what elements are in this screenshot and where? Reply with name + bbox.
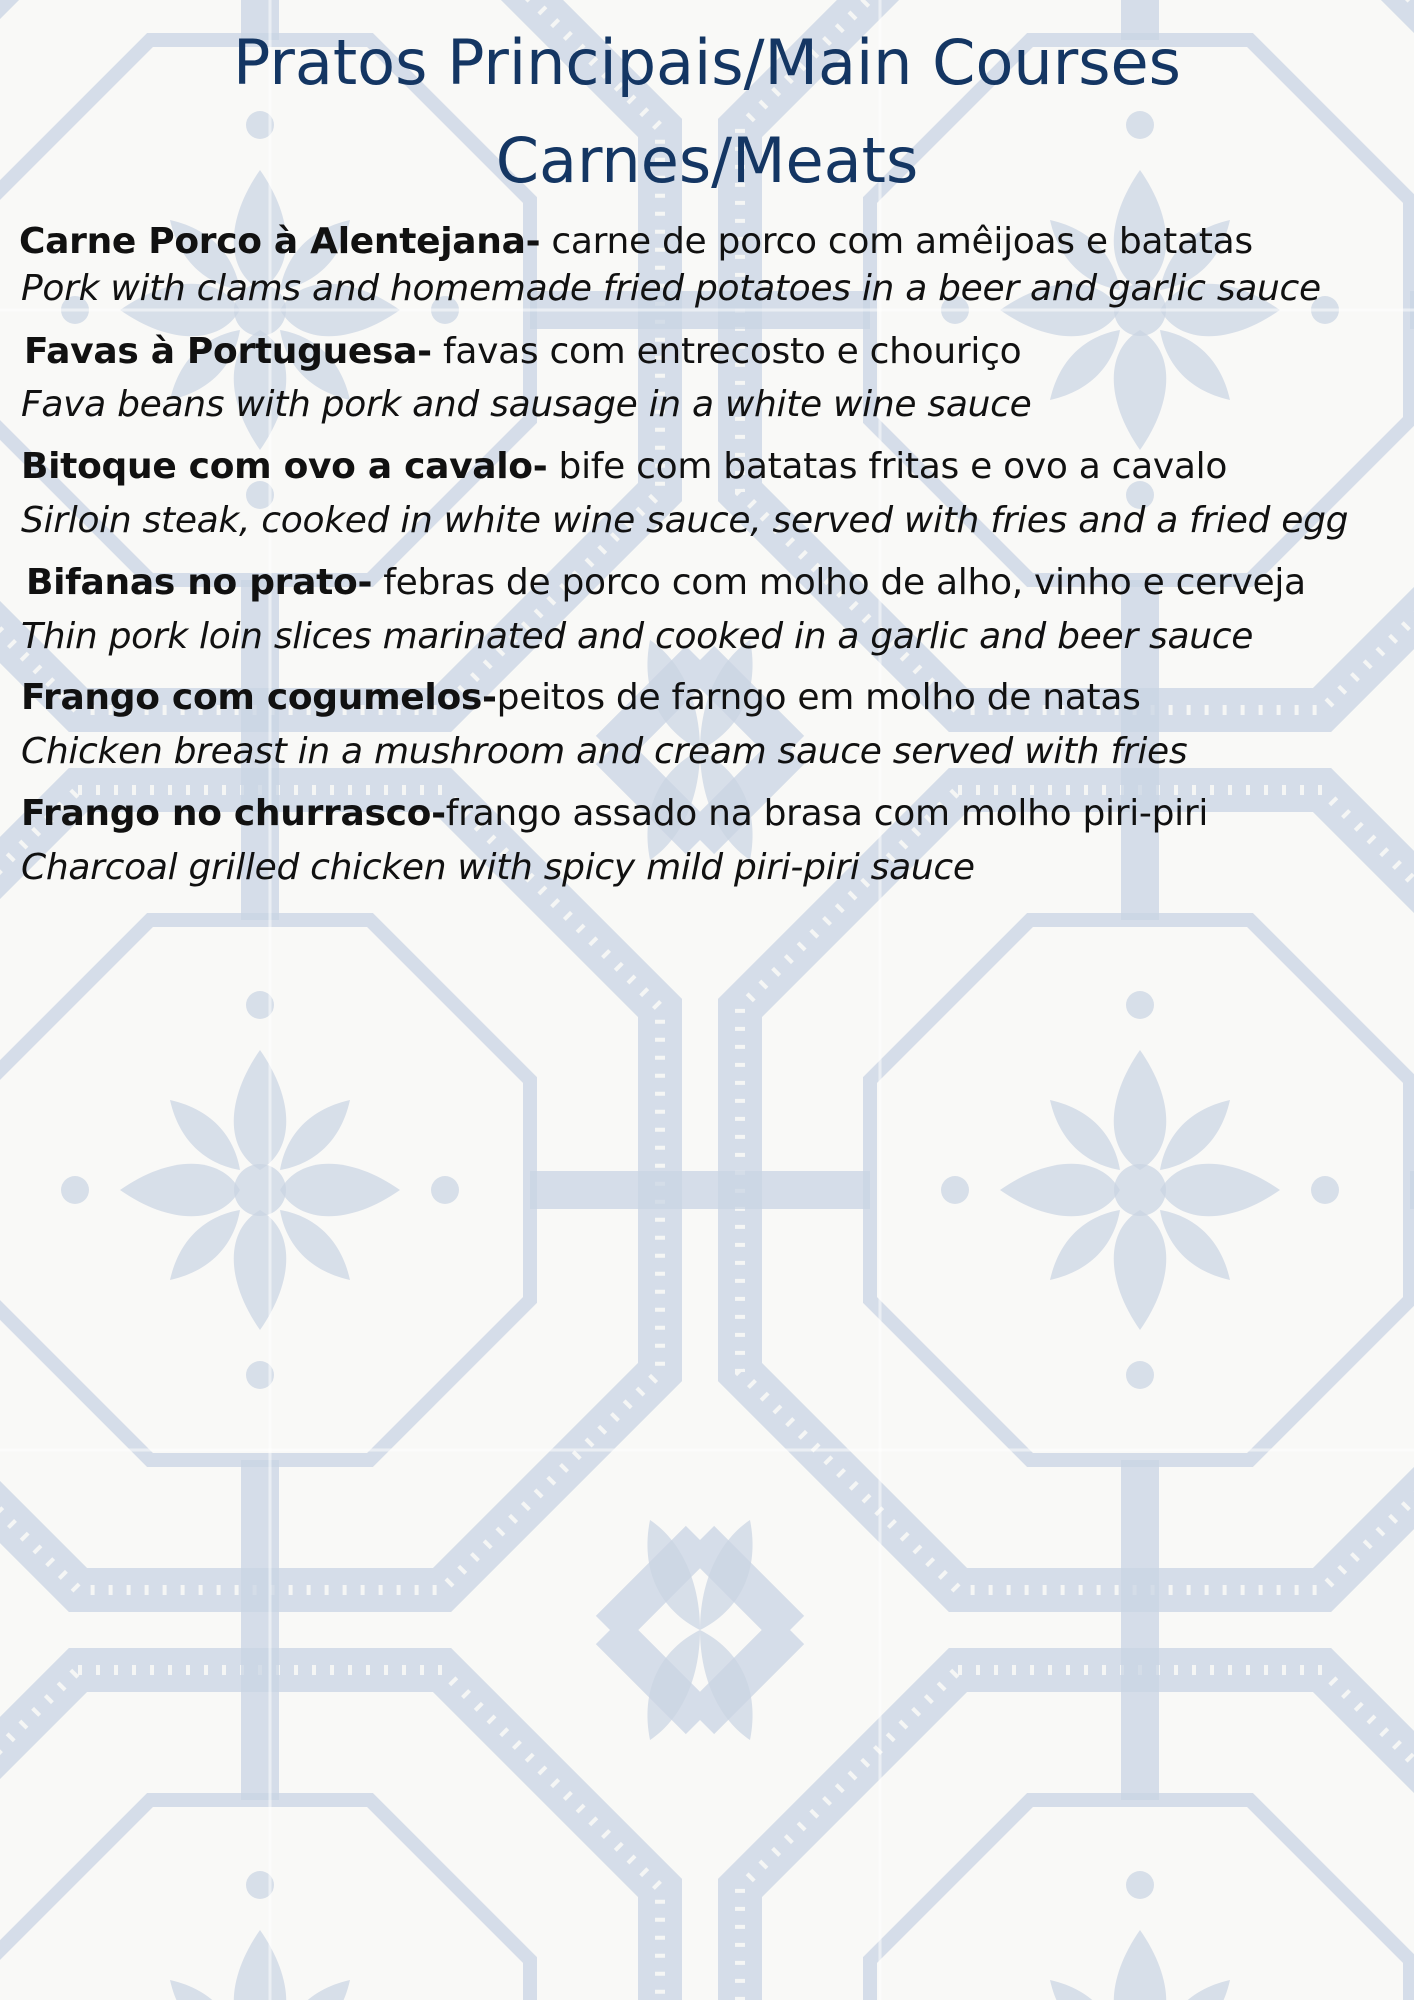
dish-description-pt: carne de porco com amêijoas e batatas xyxy=(540,221,1253,262)
dish-name: Frango com cogumelos- xyxy=(21,677,497,718)
dish-line-pt xyxy=(21,446,1228,487)
dish-line-pt xyxy=(21,677,1141,718)
dish-line-pt xyxy=(19,221,1253,262)
dish-name: Carne Porco à Alentejana- xyxy=(19,221,541,262)
dish-line-pt xyxy=(24,331,1022,372)
dish-description-pt: favas com entrecosto e chouriço xyxy=(431,331,1022,372)
dish-description-en: Chicken breast in a mushroom and cream sauce served with fries xyxy=(21,731,1188,772)
dish-line-pt xyxy=(26,562,1306,603)
dish-name: Bifanas no prato- xyxy=(26,562,373,603)
dish-name: Frango no churrasco- xyxy=(21,793,446,834)
dish-line-pt xyxy=(21,793,1209,834)
dish-description-pt: bife com batatas fritas e ovo a cavalo xyxy=(547,446,1228,487)
dish-description-en: Thin pork loin slices marinated and cooked in a garlic and beer sauce xyxy=(21,616,1254,657)
dish-name: Favas à Portuguesa- xyxy=(24,331,432,372)
dish-description-pt: frango assado na brasa com molho piri-piri xyxy=(445,793,1209,834)
page-title: Pratos Principais/Main Courses xyxy=(233,26,1181,99)
dish-description-en: Charcoal grilled chicken with spicy mild piri-piri sauce xyxy=(21,847,975,888)
dish-description-en: Pork with clams and homemade fried potatoes in a beer and garlic sauce xyxy=(21,268,1321,309)
dish-description-en: Fava beans with pork and sausage in a white wine sauce xyxy=(21,384,1032,425)
dish-description-pt: febras de porco com molho de alho, vinho e cerveja xyxy=(372,562,1306,603)
dish-name: Bitoque com ovo a cavalo- xyxy=(21,446,548,487)
dish-description-pt: peitos de farngo em molho de natas xyxy=(496,677,1141,718)
dish-description-en: Sirloin steak, cooked in white wine sauce, served with fries and a fried egg xyxy=(21,500,1349,541)
section-title: Carnes/Meats xyxy=(495,124,919,197)
